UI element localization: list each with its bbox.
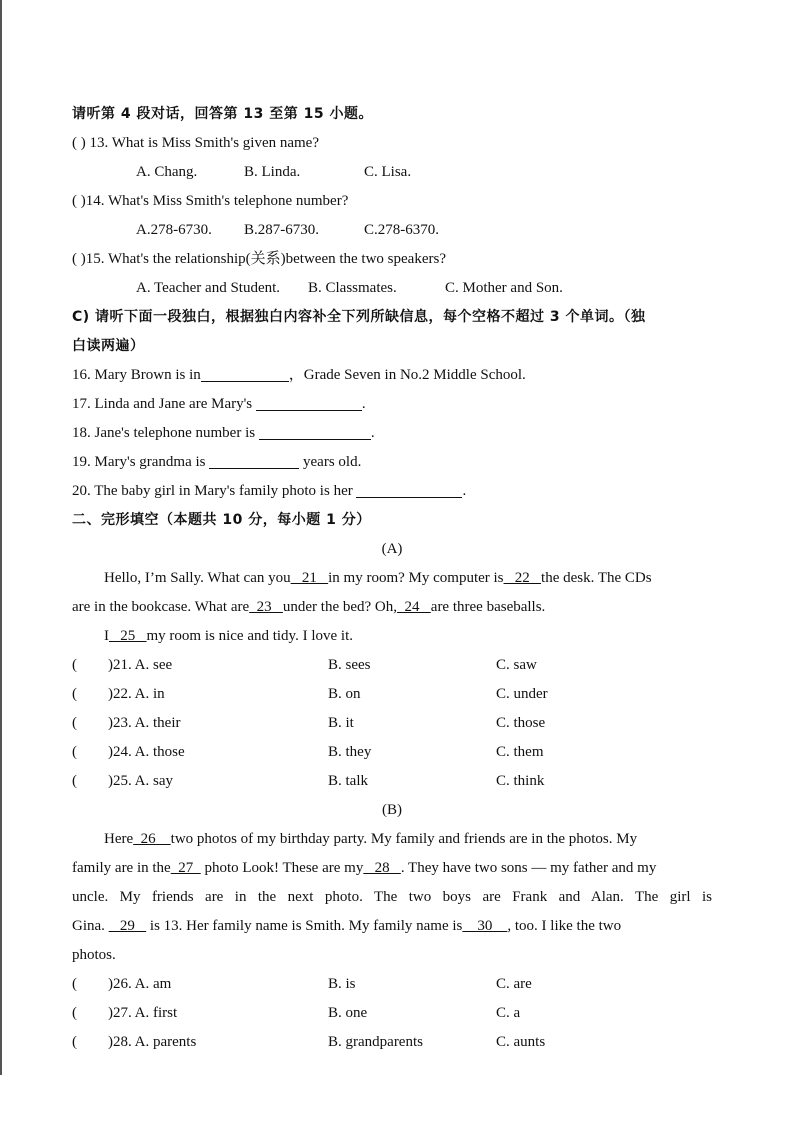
option-c: C. a <box>496 1005 521 1021</box>
question-13-options <box>72 158 712 187</box>
option-b: B. on <box>328 686 361 702</box>
left-margin-rule <box>0 0 2 1075</box>
option-a: )26. A. am <box>108 976 172 992</box>
option-row-28 <box>72 1028 712 1057</box>
question-stem: 14. What's Miss Smith's telephone number? <box>85 193 349 209</box>
question-14-options <box>72 216 712 245</box>
option-row-21 <box>72 651 712 680</box>
option-b: B. it <box>328 715 354 731</box>
option-a: )27. A. first <box>108 1005 178 1021</box>
passage-a-label: (A) <box>381 541 403 557</box>
option-b: B. one <box>328 1005 368 1021</box>
answer-paren[interactable]: ( <box>72 715 77 731</box>
answer-paren[interactable]: ( <box>72 657 77 673</box>
answer-paren[interactable]: ( <box>72 773 77 789</box>
question-17: 17. Linda and Jane are Mary's . <box>72 396 366 412</box>
cloze-blank-21[interactable]: 21 <box>290 570 329 586</box>
option-row-26 <box>72 970 712 999</box>
cloze-blank-29[interactable]: 29 <box>108 918 147 934</box>
section-4-heading: 请听第 4 段对话，回答第 13 至第 15 小题。 <box>72 106 373 122</box>
section-c-instructions-cont: 白读两遍） <box>72 338 145 354</box>
answer-paren[interactable]: ( ) <box>72 251 86 267</box>
option-a: )23. A. their <box>108 715 181 731</box>
answer-blank[interactable] <box>201 365 289 382</box>
option-c: C. Lisa. <box>364 164 412 180</box>
option-a: A. Teacher and Student. <box>136 280 281 296</box>
option-row-23 <box>72 709 712 738</box>
question-stem: 13. What is Miss Smith's given name? <box>85 135 319 151</box>
question-16: 16. Mary Brown is in ，Grade Seven in No.2 Middle School. <box>72 367 526 383</box>
option-b: B. grandparents <box>328 1034 423 1050</box>
option-row-25 <box>72 767 712 796</box>
part-2-heading: 二、完形填空（本题共 10 分，每小题 1 分） <box>72 512 371 528</box>
option-row-22 <box>72 680 712 709</box>
cloze-blank-26[interactable]: 26 <box>133 831 171 847</box>
option-b: B. talk <box>328 773 368 789</box>
answer-paren[interactable]: ( ) <box>72 135 86 151</box>
option-row-24 <box>72 738 712 767</box>
answer-blank[interactable] <box>259 423 371 440</box>
option-c: C.278-6370. <box>364 222 439 238</box>
option-a: )21. A. see <box>108 657 173 673</box>
cloze-blank-27[interactable]: 27 <box>170 860 201 876</box>
passage-b-line-1: Here 26 two photos of my birthday party. My family and friends are in the photos. My <box>104 831 638 847</box>
passage-b-line-2: family are in the 27 photo Look! These are my 28 . They have two sons — my father and my <box>72 860 657 876</box>
option-c: C. under <box>496 686 548 702</box>
option-a: A.278-6730. <box>136 222 212 238</box>
passage-b-label: (B) <box>382 802 402 818</box>
answer-blank[interactable] <box>356 481 462 498</box>
option-c: C. those <box>496 715 546 731</box>
option-c: C. Mother and Son. <box>445 280 563 296</box>
question-18: 18. Jane's telephone number is . <box>72 425 375 441</box>
cloze-blank-25[interactable]: 25 <box>109 628 147 644</box>
answer-paren[interactable]: ( <box>72 1034 77 1050</box>
section-c-instructions: C) 请听下面一段独白，根据独白内容补全下列所缺信息，每个空格不超过 3 个单词。（独 <box>72 309 646 325</box>
cloze-blank-22[interactable]: 22 <box>503 570 542 586</box>
option-b: B. is <box>328 976 356 992</box>
cloze-blank-23[interactable]: 23 <box>249 599 283 615</box>
passage-b-line-3: uncle. My friends are in the next photo. The two boys are Frank and Alan. The girl is <box>72 889 712 905</box>
option-a: )25. A. say <box>108 773 173 789</box>
question-stem: 15. What's the relationship(关系)between the two speakers? <box>85 251 446 267</box>
answer-paren[interactable]: ( <box>72 744 77 760</box>
option-a: )22. A. in <box>108 686 165 702</box>
option-b: B. they <box>328 744 372 760</box>
option-a: )24. A. those <box>108 744 185 760</box>
option-b: B. sees <box>328 657 371 673</box>
option-b: B. Classmates. <box>308 280 397 296</box>
answer-blank[interactable] <box>256 394 362 411</box>
answer-blank[interactable] <box>209 452 299 469</box>
option-c: C. think <box>496 773 545 789</box>
cloze-blank-28[interactable]: 28 <box>363 860 401 876</box>
cloze-blank-24[interactable]: 24 <box>397 599 431 615</box>
option-a: A. Chang. <box>136 164 198 180</box>
cloze-blank-30[interactable]: 30 <box>462 918 508 934</box>
option-c: C. them <box>496 744 544 760</box>
option-a: )28. A. parents <box>108 1034 197 1050</box>
question-19: 19. Mary's grandma is years old. <box>72 454 362 470</box>
option-b: B. Linda. <box>244 164 301 180</box>
option-row-27 <box>72 999 712 1028</box>
option-c: C. saw <box>496 657 537 673</box>
answer-paren[interactable]: ( <box>72 686 77 702</box>
question-15-options <box>72 274 712 303</box>
exam-page <box>72 100 712 1057</box>
question-20: 20. The baby girl in Mary's family photo is her . <box>72 483 467 499</box>
option-c: C. are <box>496 976 532 992</box>
answer-paren[interactable]: ( <box>72 1005 77 1021</box>
option-c: C. aunts <box>496 1034 546 1050</box>
passage-a-line-1: Hello, I’m Sally. What can you 21 in my room? My computer is 22 the desk. The CDs <box>104 570 652 586</box>
answer-paren[interactable]: ( ) <box>72 193 86 209</box>
question-14 <box>72 187 712 216</box>
question-15 <box>72 245 712 274</box>
passage-b-line-5: photos. <box>72 947 116 963</box>
option-b: B.287-6730. <box>244 222 319 238</box>
passage-a-line-3: I 25 my room is nice and tidy. I love it. <box>104 628 353 644</box>
passage-b-line-4: Gina. 29 is 13. Her family name is Smith. My family name is 30 , too. I like the two <box>72 918 622 934</box>
passage-a-line-2: are in the bookcase. What are 23 under the bed? Oh, 24 are three baseballs. <box>72 599 546 615</box>
question-13 <box>72 129 712 158</box>
answer-paren[interactable]: ( <box>72 976 77 992</box>
